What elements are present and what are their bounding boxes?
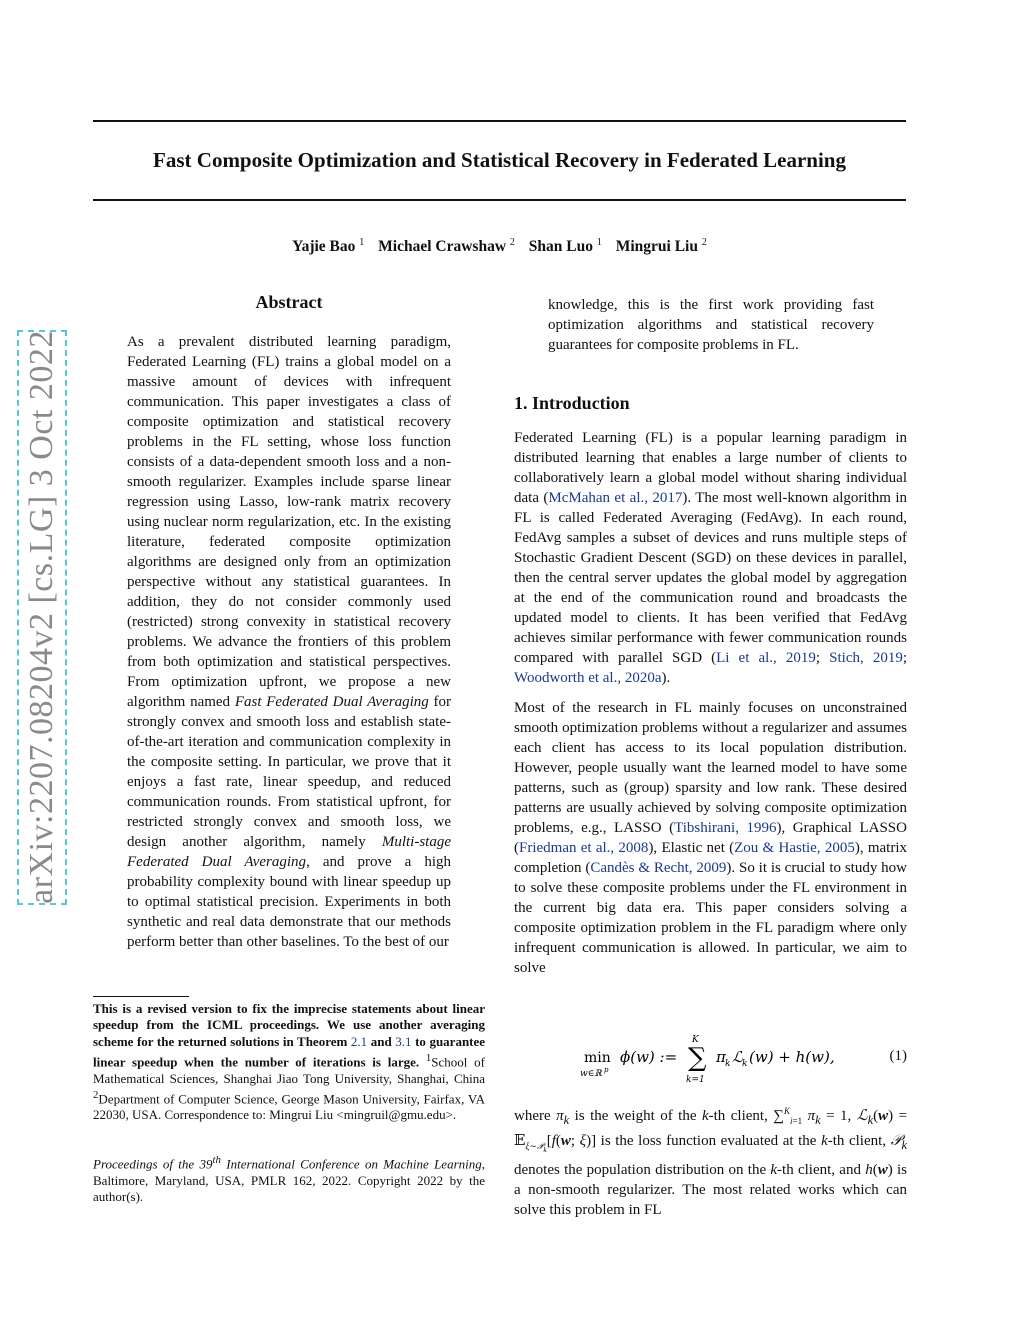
paper-title: Fast Composite Optimization and Statistical Recovery in Federated Learning [153,148,846,172]
abstract-heading: Abstract [255,292,323,312]
citation-link[interactable]: Stich, 2019 [829,650,903,666]
citation-link[interactable]: Li et al., 2019 [716,650,816,666]
introduction-body [514,428,907,978]
equation-1 [514,1028,907,1088]
proceedings-note: Proceedings of the 39th International Conference on Machine Learning, Baltimore, Maryland, USA, PMLR 162, 2022. Copyright 2022 by the author(s). [93,1154,486,1204]
abstract-continuation: knowledge, this is the first work providing fast optimization algorithms and statistical recovery guarantees for composite problems in FL. [548,297,874,353]
section-heading-introduction: 1. Introduction [514,393,630,413]
svg-text:k=1: k=1 [686,1075,705,1085]
author: Shan Luo $^1$ [528,237,602,256]
svg-text:π: π [716,1048,726,1066]
svg-text:∑: ∑ [688,1043,707,1073]
svg-text:p: p [604,1066,609,1074]
abstract-body: As a prevalent distributed learning paradigm, Federated Learning (FL) trains a global model on a massive amount of devices with infrequent communication. This paper investigates a class of composite optimization and statistical recovery problems in the FL setting, whose loss function consists of a data-dependent smooth loss and a non-smooth regularizer. Examples include sparse linear regression using Lasso, low-rank matrix recovery using nuclear norm regularization, etc. In the existing literature, federated composite optimization algorithms are designed only from an optimization perspective without any statistical guarantees. In addition, they do not consider commonly used (restricted) strong convexity in statistical recovery problems. We advance the frontiers of this problem from both optimization and statistical perspectives. From optimization upfront, we propose a new algorithm named Fast Federated Dual Averaging for strongly convex and smooth loss and establish state-of-the-art iteration and communication complexity in the composite setting. In particular, we prove that it enjoys a fast rate, linear speedup, and reduced communication rounds. From statistical upfront, for restricted strongly convex and smooth loss, we design another algorithm, namely Multi-stage Federated Dual Averaging, and prove a high probability complexity bound with linear speedup up to optimal statistical precision. Experiments in both synthetic and real data demonstrate that our methods perform better than other baselines. To the best of our [127,334,452,950]
citation-link[interactable]: Woodworth et al., 2020a [514,670,662,686]
equation-number: (1) [889,1048,907,1064]
title-rule-bottom [93,199,906,201]
footnote-rule [93,996,189,997]
author: Michael Crawshaw $^2$ [378,237,515,256]
citation-link[interactable]: Friedman et al., 2008 [519,840,649,856]
theorem-link[interactable]: 3.1 [395,1033,412,1049]
citation-link[interactable]: Candès & Recht, 2009 [590,860,727,876]
citation-link[interactable]: Zou & Hastie, 2005 [734,840,855,856]
svg-text:ϕ(w) :=: ϕ(w) := [620,1048,678,1066]
paragraph: Most of the research in FL mainly focuses on unconstrained smooth optimization problems without a regularizer and assumes each client has access to its local population distribution. However, people usually want the learned model to have some patterns, such as (group) sparsity and low rank. These desired patterns are usually achieved by solving composite optimization problems, e.g., LASSO (Tibshirani, 1996), Graphical LASSO (Friedman et al., 2008), Elastic net (Zou & Hastie, 2005), matrix completion (Candès & Recht, 2009). So it is crucial to study how to solve these composite problems under the FL environment in the current big data era. This paper considers solving a composite optimization problem in the FL paradigm where only infrequent communication is allowed. In particular, we aim to solve [514,700,907,976]
introduction-body-continued: where $\pi_k$ is the weight of the k-th client, ∑$^K_{i=1}$ $\pi_k = 1$, ℒ$_k$(w) = 𝔼$_{\xi\sim 𝒫_k}$[f(w; ξ)] is the loss function evaluated at the k-th client, 𝒫$_k$ denotes the population distribution on the k-th client, and h(w) is a non-smooth regularizer. The most related works which can solve this problem in FL [514,1106,908,1218]
arxiv-identifier[interactable]: arXiv:2207.08204v2 [cs.LG] 3 Oct 2022 [23,330,60,904]
footnote: This is a revised version to fix the imprecise statements about linear speedup from the ICML proceedings. We use another averaging scheme for the returned solutions in Theorem 2.1 and 3.1 to guarantee linear speedup when the number of iterations is large. $^1$School of Mathematical Sciences, Shanghai Jiao Tong University, Shanghai, China $^2$Department of Computer Science, George Mason University, Fairfax, VA 22030, USA. Correspondence to: Mingrui Liu <mingruil@gmu.edu>. [93,1001,486,1123]
paragraph: Federated Learning (FL) is a popular learning paradigm in distributed learning that enables a large number of clients to collaboratively learn a global model without sharing individual data (McMahan et al., 2017). The most well-known algorithm in FL is called Federated Averaging (FedAvg). In each round, FedAvg samples a subset of devices and runs multiple steps of Stochastic Gradient Descent (SGD) on these devices in parallel, then the central server updates the global model by aggregation at the end of the communication round and broadcasts the updated model to clients. It has been verified that FedAvg achieves similar performance with fewer communication rounds compared with parallel SGD (Li et al., 2019; Stich, 2019; Woodworth et al., 2020a). [514,430,908,686]
svg-text:w∈ℝ: w∈ℝ [580,1069,602,1079]
svg-text:k: k [742,1059,748,1069]
svg-text:k: k [725,1059,731,1069]
citation-link[interactable]: Tibshirani, 1996 [674,820,777,836]
svg-text:K: K [692,1035,699,1045]
svg-text:min: min [584,1050,611,1066]
author-list [93,237,906,256]
title-rule-top [93,120,906,122]
citation-link[interactable]: McMahan et al., 2017 [548,490,683,506]
svg-text:(w) + h(w),: (w) + h(w), [749,1048,835,1066]
theorem-link[interactable]: 2.1 [350,1033,368,1049]
author: Yajie Bao $^1$ [292,237,365,256]
author: Mingrui Liu $^2$ [615,237,707,256]
svg-text:ℒ: ℒ [732,1048,743,1066]
